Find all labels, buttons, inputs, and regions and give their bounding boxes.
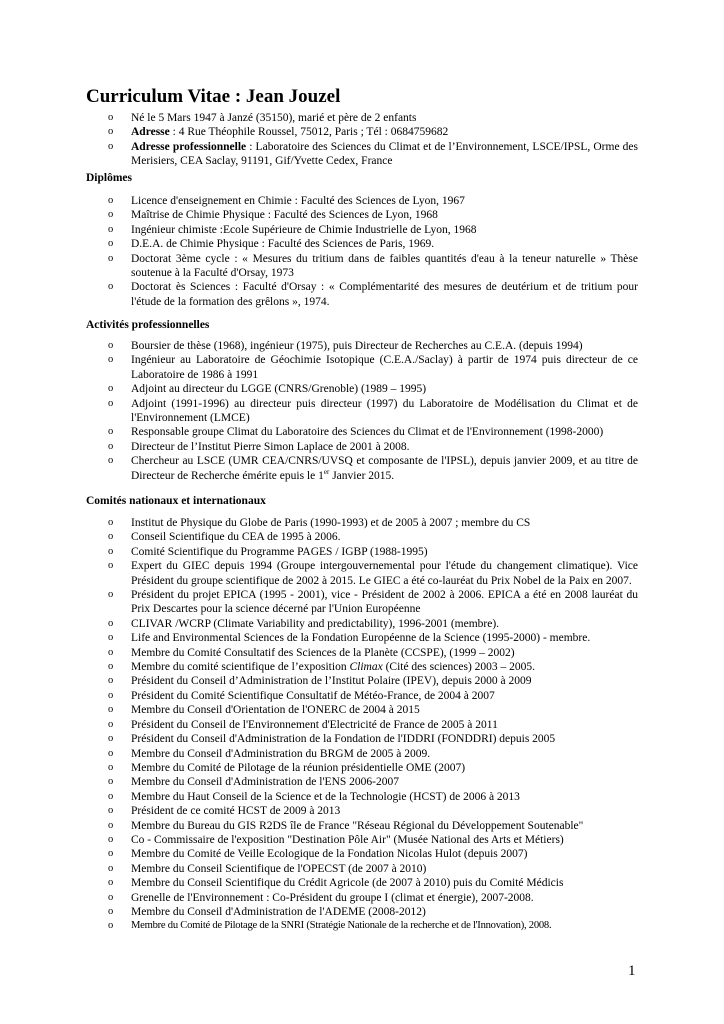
list-item: o Président de ce comité HCST de 2009 à 2013 bbox=[0, 804, 724, 818]
item-text: Membre du comité scientifique de l’exposition bbox=[131, 661, 350, 674]
list-item: o Ingénieur au Laboratoire de Géochimie Isotopique (C.E.A./Saclay) à partir de 1974 puis directeur de ce Laboratoire de 1986 à 1991 bbox=[0, 353, 724, 382]
list-item: o Grenelle de l'Environnement : Co-Président du groupe I (climat et énergie), 2007-2008. bbox=[0, 891, 724, 905]
personal-info-list bbox=[0, 111, 724, 169]
list-item: o Institut de Physique du Globe de Paris (1990-1993) et de 2005 à 2007 ; membre du CS bbox=[0, 516, 724, 530]
list-item: o Doctorat ès Sciences : Faculté d'Orsay : « Complémentarité des mesures de deutérium et de tritium pour l'étude de la formation des grêlons », 1974. bbox=[0, 280, 724, 309]
list-item: o Membre du Conseil d'Administration du BRGM de 2005 à 2009. bbox=[0, 747, 724, 761]
list-item: o Adjoint au directeur du LGGE (CNRS/Grenoble) (1989 – 1995) bbox=[0, 382, 724, 396]
activities-heading: Activités professionnelles bbox=[86, 319, 210, 331]
birth-info: o Né le 5 Mars 1947 à Janzé (35150), marié et père de 2 enfants bbox=[0, 111, 724, 125]
work-address-label: Adresse professionnelle bbox=[131, 140, 247, 153]
list-item: o CLIVAR /WCRP (Climate Variability and predictability), 1996-2001 (membre). bbox=[0, 617, 724, 631]
exhibition-name: Climax bbox=[349, 661, 383, 674]
work-address-info bbox=[0, 140, 724, 169]
list-item: o Co - Commissaire de l'exposition "Destination Pôle Air" (Musée National des Arts et Métiers) bbox=[0, 833, 724, 847]
list-item: o Ingénieur chimiste :Ecole Supérieure de Chimie Industrielle de Lyon, 1968 bbox=[0, 223, 724, 237]
list-item: o Président du Conseil de l'Environnement d'Electricité de France de 2005 à 2011 bbox=[0, 718, 724, 732]
list-item: o Membre du Conseil d'Orientation de l'ONERC de 2004 à 2015 bbox=[0, 703, 724, 717]
list-item: o Conseil Scientifique du CEA de 1995 à 2006. bbox=[0, 530, 724, 544]
list-item: o Maîtrise de Chimie Physique : Faculté des Sciences de Lyon, 1968 bbox=[0, 208, 724, 222]
list-item: o Doctorat 3ème cycle : « Mesures du tritium dans de faibles quantités d'eau à la teneur naturelle » Thèse soutenue à la Faculté d'Orsay, 1973 bbox=[0, 252, 724, 281]
list-item: o Président du Conseil d'Administration de la Fondation de l'IDDRI (FONDDRI) depuis 2005 bbox=[0, 732, 724, 746]
list-item: o Responsable groupe Climat du Laboratoire des Sciences du Climat et de l'Environnement (1998-2000) bbox=[0, 425, 724, 439]
diplomas-heading: Diplômes bbox=[86, 172, 132, 184]
list-item: o Membre du Comité de Pilotage de la réunion présidentielle OME (2007) bbox=[0, 761, 724, 775]
list-item: o Président du projet EPICA (1995 - 2001), vice - Président de 2002 à 2006. EPICA a été en 2008 lauréat du Prix Descartes pour la science décerné par l'Union Européenne bbox=[0, 588, 724, 617]
address-text: : 4 Rue Théophile Roussel, 75012, Paris ; Tél : 0684759682 bbox=[169, 126, 449, 139]
list-item: o Membre du Comité Consultatif des Sciences de la Planète (CCSPE), (1999 – 2002) bbox=[0, 646, 724, 660]
activities-list bbox=[0, 339, 724, 483]
list-item: o Expert du GIEC depuis 1994 (Groupe intergouvernemental pour l'étude du changement climatique). Vice Président du groupe scientifique de 2002 à 2015. Le GIEC a été co-lauréat du Prix Nobel de la Paix en 2007. bbox=[0, 559, 724, 588]
list-item: o Membre du Comité de Veille Ecologique de la Fondation Nicolas Hulot (depuis 2007) bbox=[0, 847, 724, 861]
list-item: o Membre du Conseil d'Administration de l'ADEME (2008-2012) bbox=[0, 905, 724, 919]
list-item: o Membre du Bureau du GIS R2DS île de France "Réseau Régional du Développement Soutenable" bbox=[0, 819, 724, 833]
committees-list bbox=[0, 516, 724, 934]
list-item: o Boursier de thèse (1968), ingénieur (1975), puis Directeur de Recherches au C.E.A. (depuis 1994) bbox=[0, 339, 724, 353]
diplomas-list bbox=[0, 194, 724, 309]
list-item: o Membre du Haut Conseil de la Science et de la Technologie (HCST) de 2006 à 2013 bbox=[0, 790, 724, 804]
list-item: o Adjoint (1991-1996) au directeur puis directeur (1997) du Laboratoire de Modélisation du Climat et de l'Environnement (LMCE) bbox=[0, 397, 724, 426]
item-text: Chercheur au LSCE (UMR CEA/CNRS/UVSQ et composante de l'IPSL), depuis janvier 2009, et au titre de Directeur de Recherche émérite epuis le 1 bbox=[131, 455, 638, 482]
work-address-text: : Laboratoire des Sciences du Climat et de l’Environnement, LSCE/IPSL, Orme des Merisiers, CEA Saclay, 91191, Gif/Yvette Cedex, France bbox=[131, 140, 638, 168]
address-info bbox=[0, 125, 724, 139]
list-item: o Directeur de l’Institut Pierre Simon Laplace de 2001 à 2008. bbox=[0, 440, 724, 454]
list-item: o Licence d'enseignement en Chimie : Faculté des Sciences de Lyon, 1967 bbox=[0, 194, 724, 208]
list-item: o Membre du Conseil Scientifique du Crédit Agricole (de 2007 à 2010) puis du Comité Médicis bbox=[0, 876, 724, 890]
list-item: o Life and Environmental Sciences de la Fondation Européenne de la Science (1995-2000) - membre. bbox=[0, 631, 724, 645]
list-item bbox=[0, 454, 724, 483]
page-number: 1 bbox=[628, 963, 636, 979]
list-item: o Comité Scientifique du Programme PAGES / IGBP (1988-1995) bbox=[0, 545, 724, 559]
list-item bbox=[0, 660, 724, 674]
item-text-end: (Cité des sciences) 2003 – 2005. bbox=[382, 661, 536, 674]
list-item: o Président du Conseil d’Administration de l’Institut Polaire (IPEV), depuis 2000 à 2009 bbox=[0, 674, 724, 688]
item-text-end: Janvier 2015. bbox=[329, 469, 395, 482]
list-item: o D.E.A. de Chimie Physique : Faculté des Sciences de Paris, 1969. bbox=[0, 237, 724, 251]
list-item: o Membre du Conseil Scientifique de l'OPECST (de 2007 à 2010) bbox=[0, 862, 724, 876]
superscript: er bbox=[323, 467, 330, 476]
list-item: o Membre du Conseil d'Administration de l'ENS 2006-2007 bbox=[0, 775, 724, 789]
committees-heading: Comités nationaux et internationaux bbox=[86, 495, 266, 507]
cv-title: Curriculum Vitae : Jean Jouzel bbox=[86, 86, 341, 107]
address-label: Adresse bbox=[131, 126, 170, 139]
list-item: o Membre du Comité de Pilotage de la SNRI (Stratégie Nationale de la recherche et de l'Innovation), 2008. bbox=[0, 919, 724, 933]
list-item: o Président du Comité Scientifique Consultatif de Météo-France, de 2004 à 2007 bbox=[0, 689, 724, 703]
